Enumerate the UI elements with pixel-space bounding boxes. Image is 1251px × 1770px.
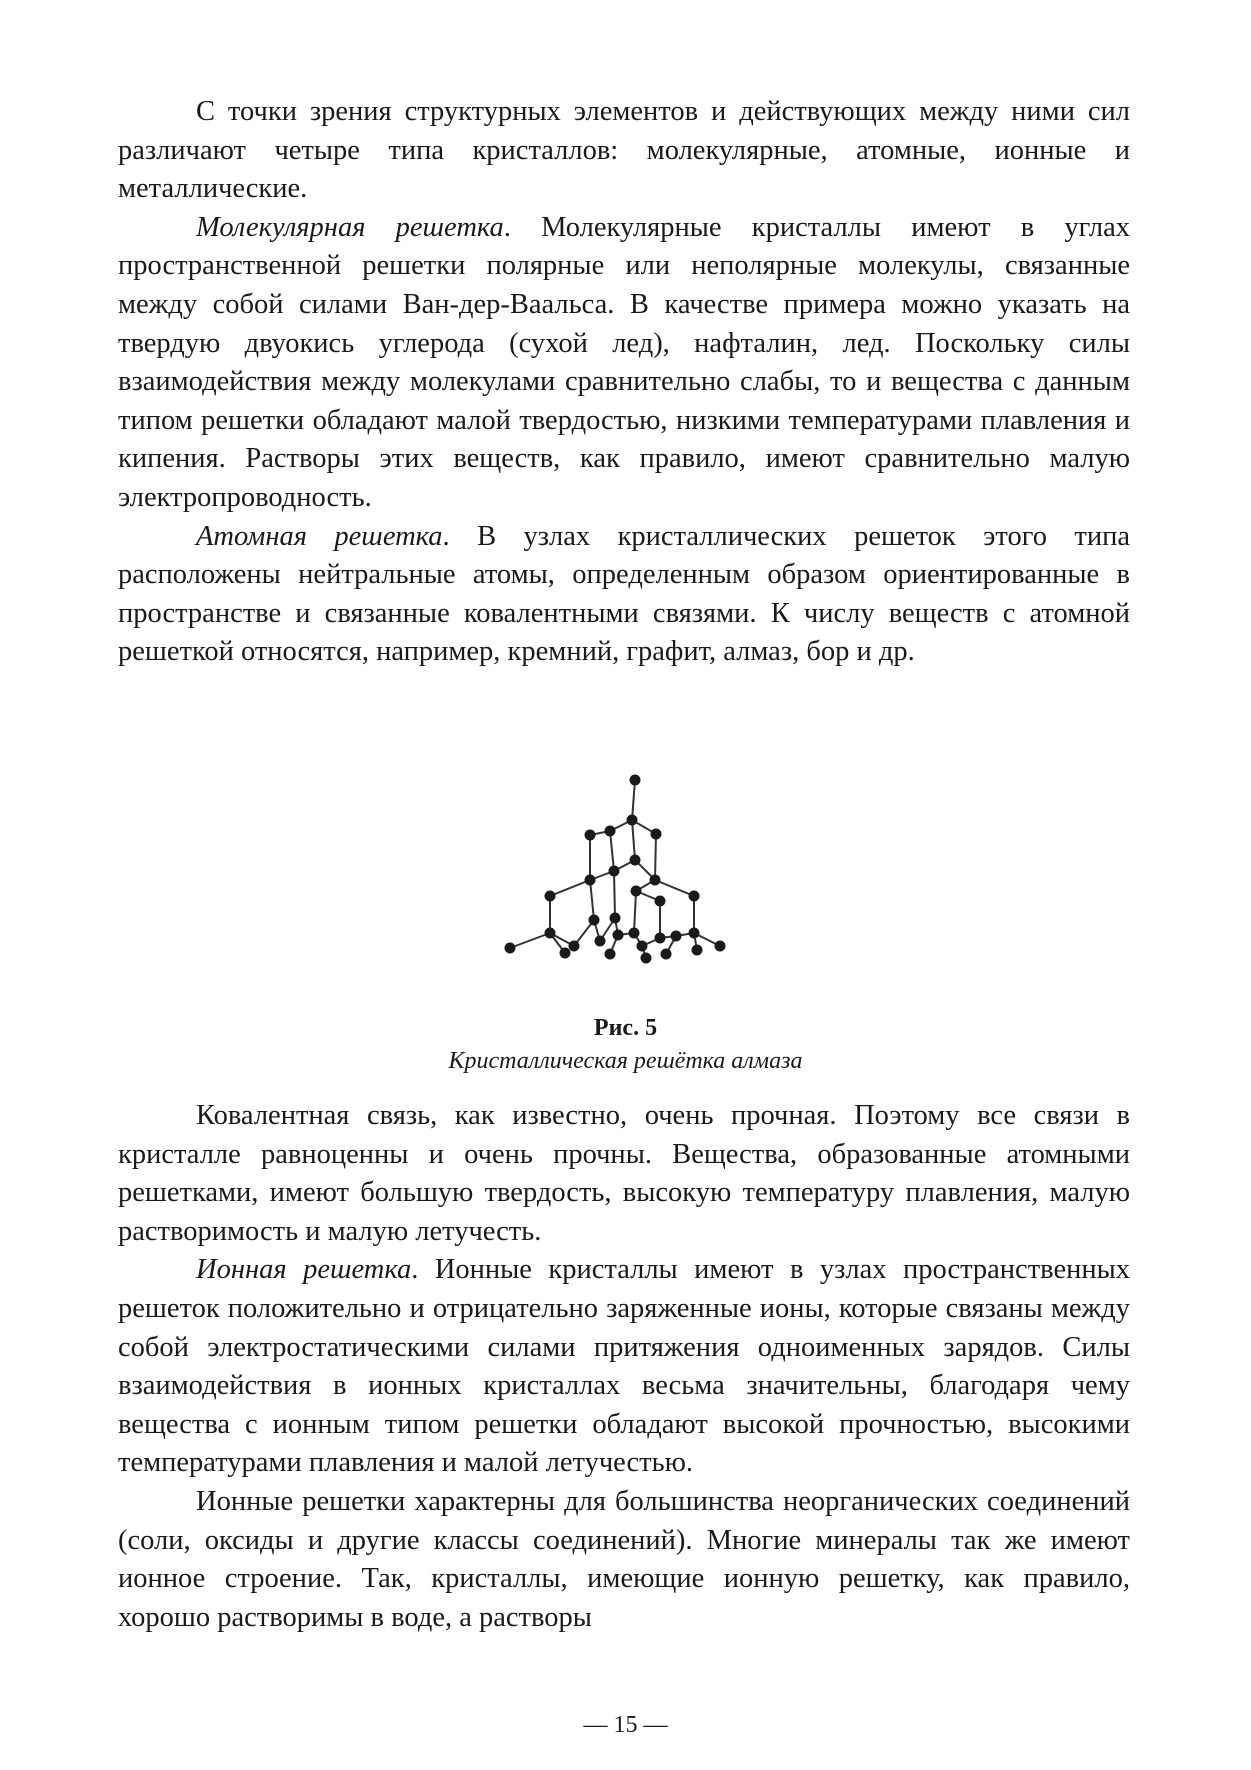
text-block-bottom xyxy=(118,1097,1130,1637)
paragraph-ionic-compounds: Ионные решетки характерны для большинства неорганических соединений (соли, оксиды и другие классы соединений). Многие минералы так же имеют ионное строение. Так, кристаллы, имеющие ионную решетку, как правило, хорошо растворимы в воде, а растворы xyxy=(118,1485,1130,1633)
figure-number: Рис. 5 xyxy=(593,1015,658,1041)
paragraph-atomic-text: . В узлах кристаллических решеток этого типа расположены нейтральные атомы, определенным образом ориентированные в пространстве и связанные ковалентными связями. К числу веществ с атомной решеткой относятся, например, кремний, графит, алмаз, бор и др. xyxy=(118,520,1130,668)
page-number: — 15 — xyxy=(583,1712,668,1738)
diamond-lattice-icon xyxy=(470,768,770,988)
paragraph-ionic-lattice xyxy=(118,1251,1130,1483)
paragraph-molecular-lattice xyxy=(118,209,1130,518)
paragraph-atomic-lattice xyxy=(118,518,1130,672)
term-ionic-lattice: Ионная решетка xyxy=(196,1254,412,1286)
term-atomic-lattice: Атомная решетка xyxy=(196,520,443,552)
figure-caption: Кристаллическая решётка алмаза xyxy=(448,1048,803,1074)
term-molecular-lattice: Молекулярная решетка xyxy=(196,211,504,243)
paragraph-covalent-bond: Ковалентная связь, как известно, очень прочная. Поэтому все связи в кристалле равноценны и очень прочны. Вещества, образованные атомными решетками, имеют большую твердость, высокую температуру плавления, малую растворимость и малую летучесть. xyxy=(118,1100,1130,1247)
diamond-lattice-figure xyxy=(470,768,770,988)
paragraph-crystal-types: С точки зрения структурных элементов и действующих между ними сил различают четыре типа кристаллов: молекулярные, атомные, ионные и металлические. xyxy=(118,96,1130,205)
lattice-atoms xyxy=(505,775,726,964)
paragraph-ionic-text: . Ионные кристаллы имеют в узлах пространственных решеток положительно и отрицательно заряженные ионы, которые связаны между собой электростатическими силами притяжения одноименных зарядов. Силы взаимодействия в ионных кристаллах весьма значительны, благодаря чему вещества с ионным типом решетки обладают высокой прочностью, высокими температурами плавления и малой летучестью. xyxy=(118,1254,1130,1479)
paragraph-molecular-text: . Молекулярные кристаллы имеют в углах пространственной решетки полярные или неполярные молекулы, связанные между собой силами Ван-дер-Ваальса. В качестве примера можно указать на твердую двуокись углерода (сухой лед), нафталин, лед. Поскольку силы взаимодействия между молекулами сравнительно слабы, то и вещества с данным типом решетки обладают малой твердостью, низкими температурами плавления и кипения. Растворы этих веществ, как правило, имеют сравнительно малую электропроводность. xyxy=(118,211,1130,513)
text-block-top xyxy=(118,93,1130,672)
